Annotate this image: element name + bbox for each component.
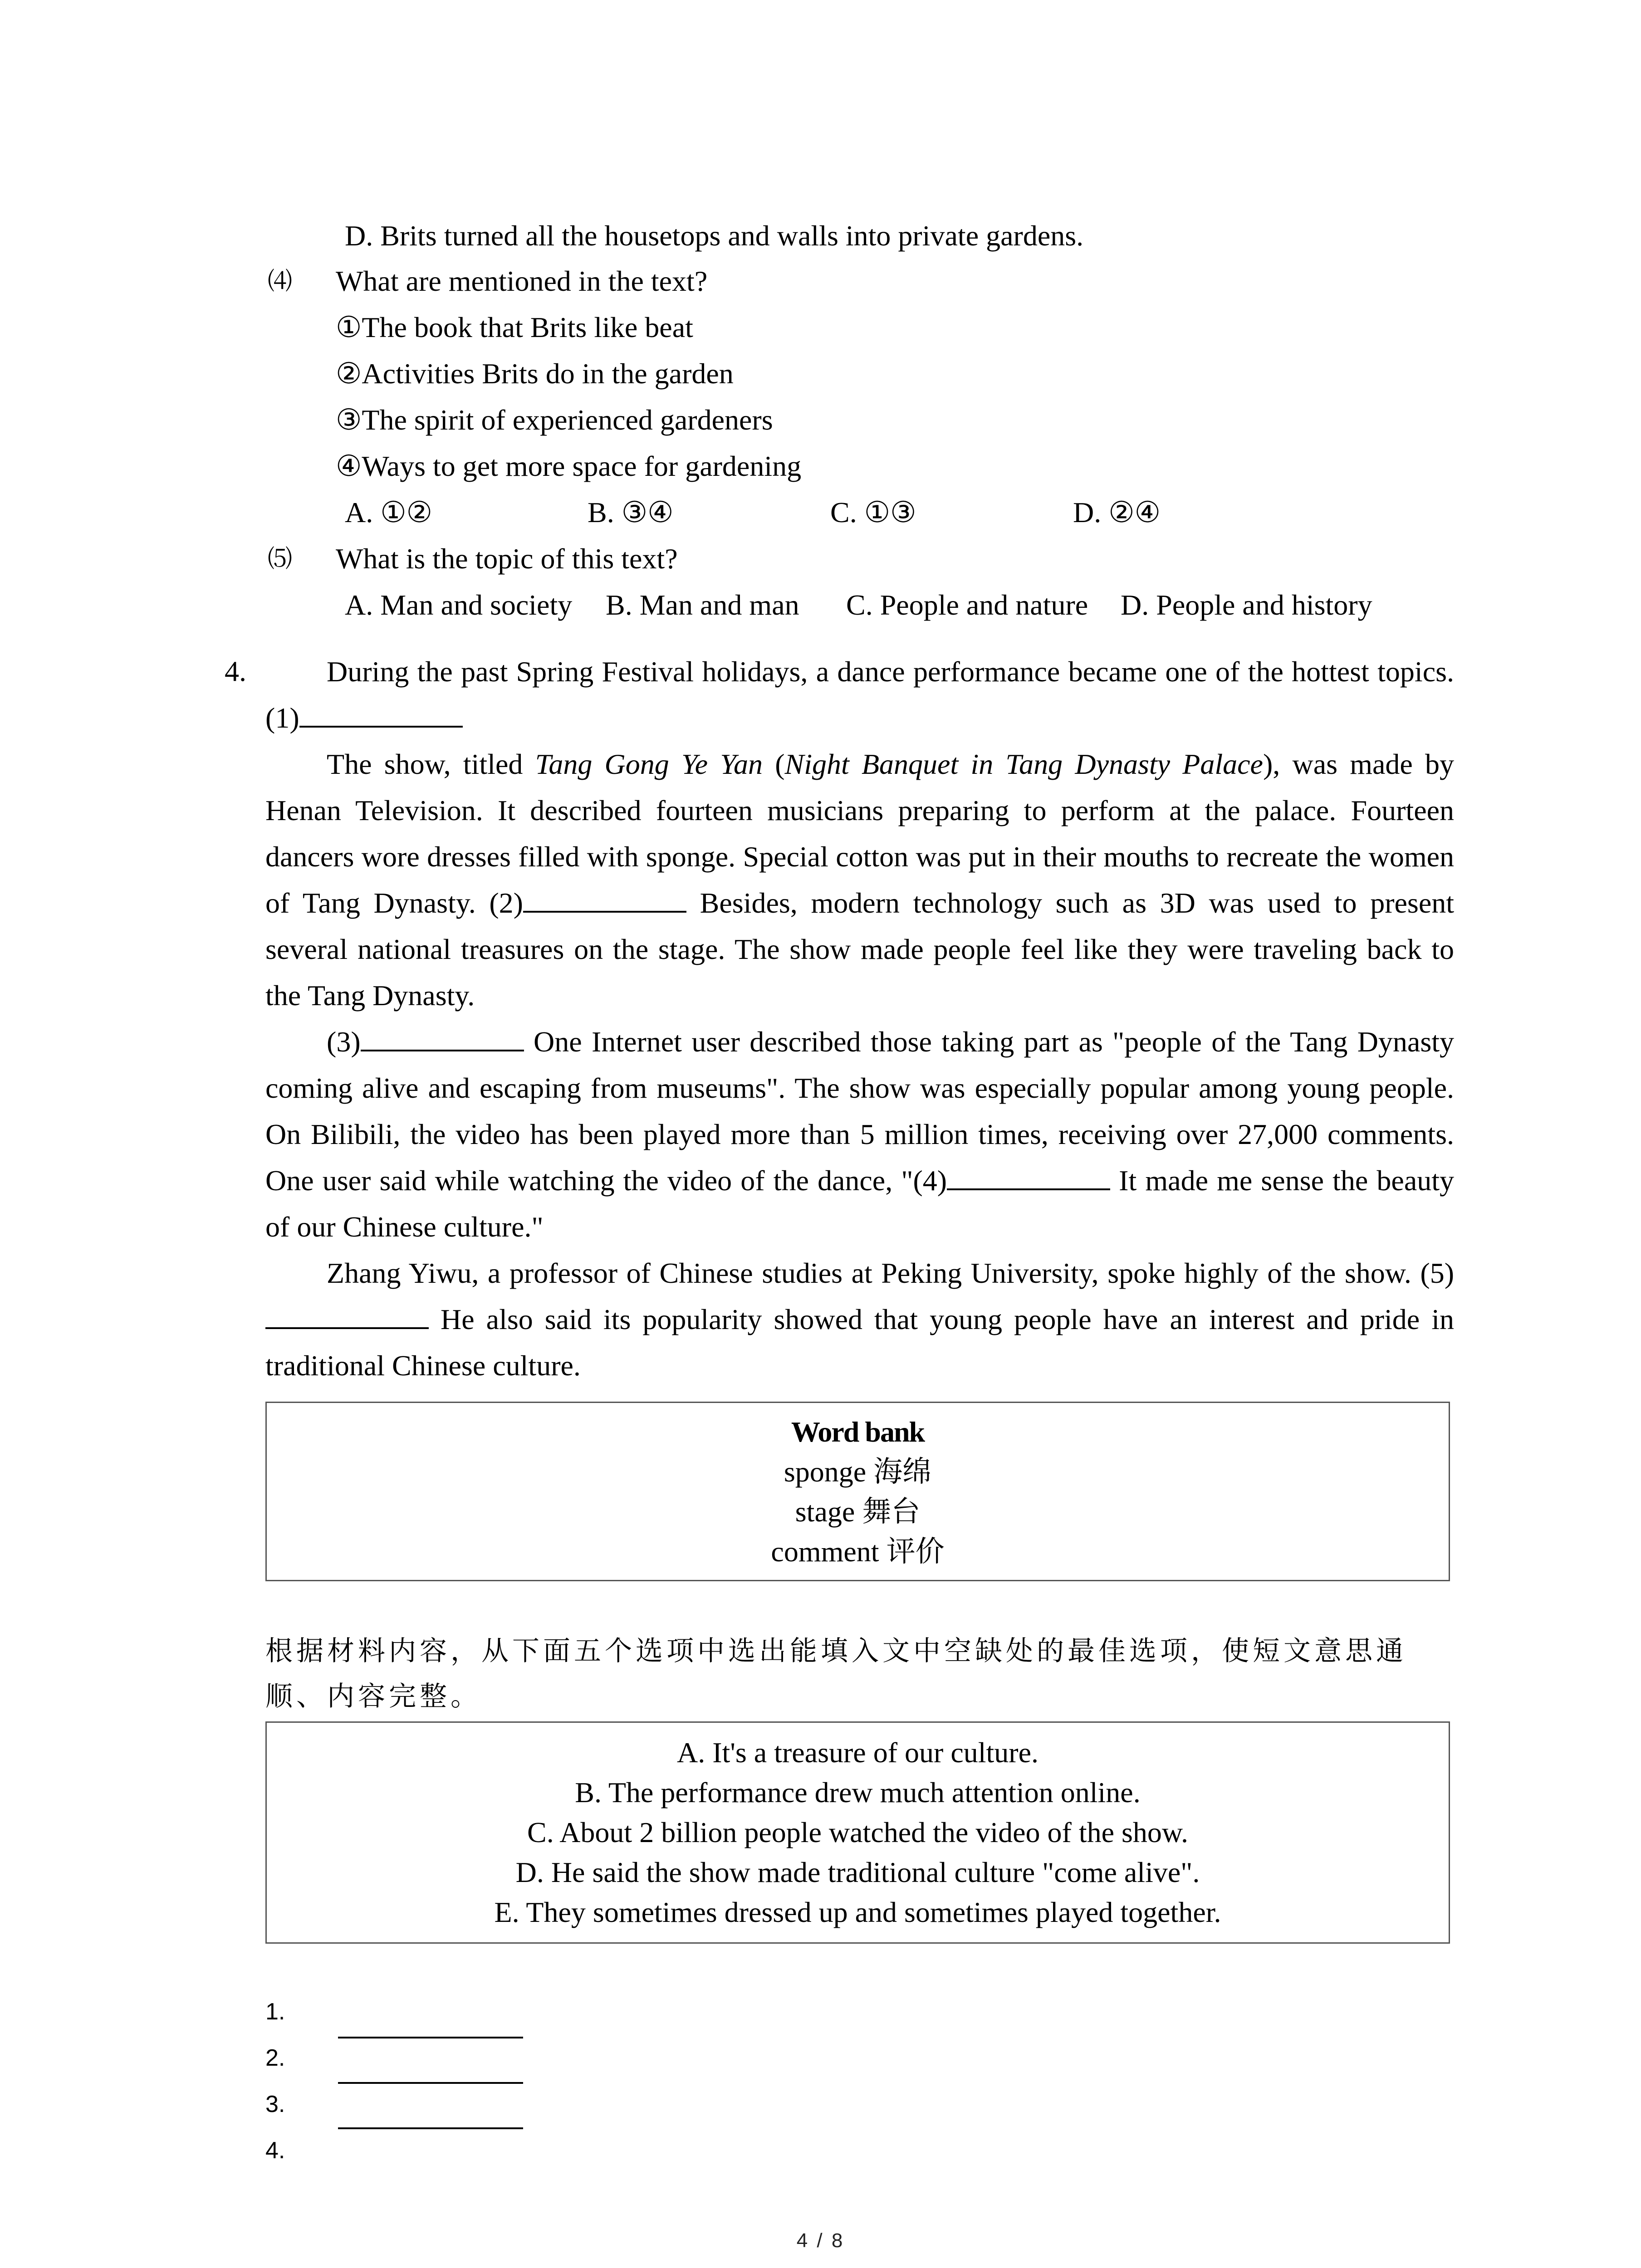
question-number: 4. — [225, 655, 246, 687]
title-italic: Night Banquet in Tang Dynasty Palace — [784, 748, 1263, 780]
answer-number: 4. — [265, 2137, 285, 2164]
passage-text: It made me sense the beauty of our Chinese culture." — [265, 1164, 1454, 1243]
choice-item: A. It's a treasure of our culture. — [677, 1736, 1038, 1769]
answer-option: D. People and history — [1121, 589, 1372, 621]
question-text: What are mentioned in the text? — [336, 265, 708, 297]
answer-option: B. Man and man — [606, 589, 799, 621]
passage-paragraph — [265, 1250, 1454, 1389]
answer-option: D. ②④ — [1073, 496, 1161, 528]
passage-text: (3) — [327, 1026, 361, 1058]
choice-item: E. They sometimes dressed up and sometimes played together. — [494, 1896, 1221, 1928]
answer-line[interactable] — [338, 2127, 523, 2129]
answer-number: 3. — [265, 2091, 285, 2117]
word-bank-box — [265, 1402, 1450, 1581]
blank-5 — [265, 1301, 429, 1329]
answer-number: 1. — [265, 1999, 285, 2025]
passage-text: Besides, modern technology such as 3D was used to present several national treasures on the stage. The show made people feel like they were traveling back to the Tang Dynasty. — [265, 887, 1455, 1012]
word-bank-entry: sponge 海绵 — [784, 1456, 932, 1488]
answer-option: A. ①② — [345, 496, 432, 528]
page-number: 4 / 8 — [796, 2229, 845, 2252]
passage-text: topics. (1) — [265, 655, 1454, 734]
blank-1 — [299, 699, 463, 728]
word-bank-title: Word bank — [791, 1416, 925, 1448]
passage-text: During the past Spring Festival holidays, a dance performance became one of the hottest — [327, 655, 1369, 688]
passage-text: ( — [763, 748, 785, 780]
answer-option: C. ①③ — [830, 496, 916, 528]
passage-text: The show, titled — [327, 748, 535, 780]
blank-3 — [361, 1023, 524, 1051]
passage-paragraph — [265, 1019, 1454, 1250]
passage-paragraph — [265, 741, 1454, 1019]
instruction-line: 根据材料内容，从下面五个选项中选出能填入文中空缺处的最佳选项，使短文意思通 — [265, 1635, 1407, 1667]
list-item: ④Ways to get more space for gardening — [336, 450, 802, 482]
question-number: ⑷ — [268, 268, 292, 295]
option-d-text: D. Brits turned all the housetops and walls into private gardens. — [345, 220, 1084, 252]
choices-box — [265, 1721, 1450, 1944]
answer-option: B. ③④ — [588, 496, 674, 528]
answer-option: C. People and nature — [846, 589, 1088, 621]
list-item: ②Activities Brits do in the garden — [336, 357, 734, 390]
word-bank-entry: stage 舞台 — [795, 1496, 921, 1528]
passage-text: He also said its popularity showed that young people have an interest and pride in traditional Chinese culture. — [265, 1303, 1454, 1382]
title-italic: Tang Gong Ye Yan — [535, 748, 763, 780]
word-bank-entry: comment 评价 — [771, 1535, 945, 1568]
blank-2 — [523, 885, 686, 913]
passage-text: One Internet user described those taking part as "people of the Tang Dynasty coming alive and escaping from museums". The show was especially popular among young people. On Bilibili, the video has been played more than 5 million times, receiving over 27,000 comments. One user said while watching the video of the dance, "(4) — [265, 1026, 1454, 1197]
answer-line[interactable] — [338, 2037, 523, 2038]
passage-text: ), was made by Henan Television. It described fourteen musicians preparing to perform at the palace. Fourteen dancers wore dresses filled with sponge. Special cotton was put in their mouths to recreate the women of Tang Dynasty. (2) — [265, 748, 1455, 919]
choice-item: D. He said the show made traditional culture "come alive". — [515, 1856, 1200, 1888]
answer-option: A. Man and society — [345, 589, 573, 621]
blank-4 — [947, 1162, 1110, 1190]
passage-text: Zhang Yiwu, a professor of Chinese studies at Peking University, spoke highly of the show. (5) — [327, 1257, 1454, 1289]
list-item: ①The book that Brits like beat — [336, 311, 693, 343]
choice-item: B. The performance drew much attention online. — [575, 1776, 1141, 1809]
question-text: What is the topic of this text? — [336, 543, 678, 575]
passage — [265, 649, 1454, 1389]
answer-number: 2. — [265, 2045, 285, 2071]
list-item: ③The spirit of experienced gardeners — [336, 404, 773, 436]
choice-item: C. About 2 billion people watched the video of the show. — [527, 1816, 1188, 1848]
answer-line[interactable] — [338, 2082, 523, 2084]
passage-paragraph — [265, 649, 1454, 741]
instruction-line: 顺、内容完整。 — [265, 1681, 481, 1712]
question-number: ⑸ — [268, 545, 292, 572]
